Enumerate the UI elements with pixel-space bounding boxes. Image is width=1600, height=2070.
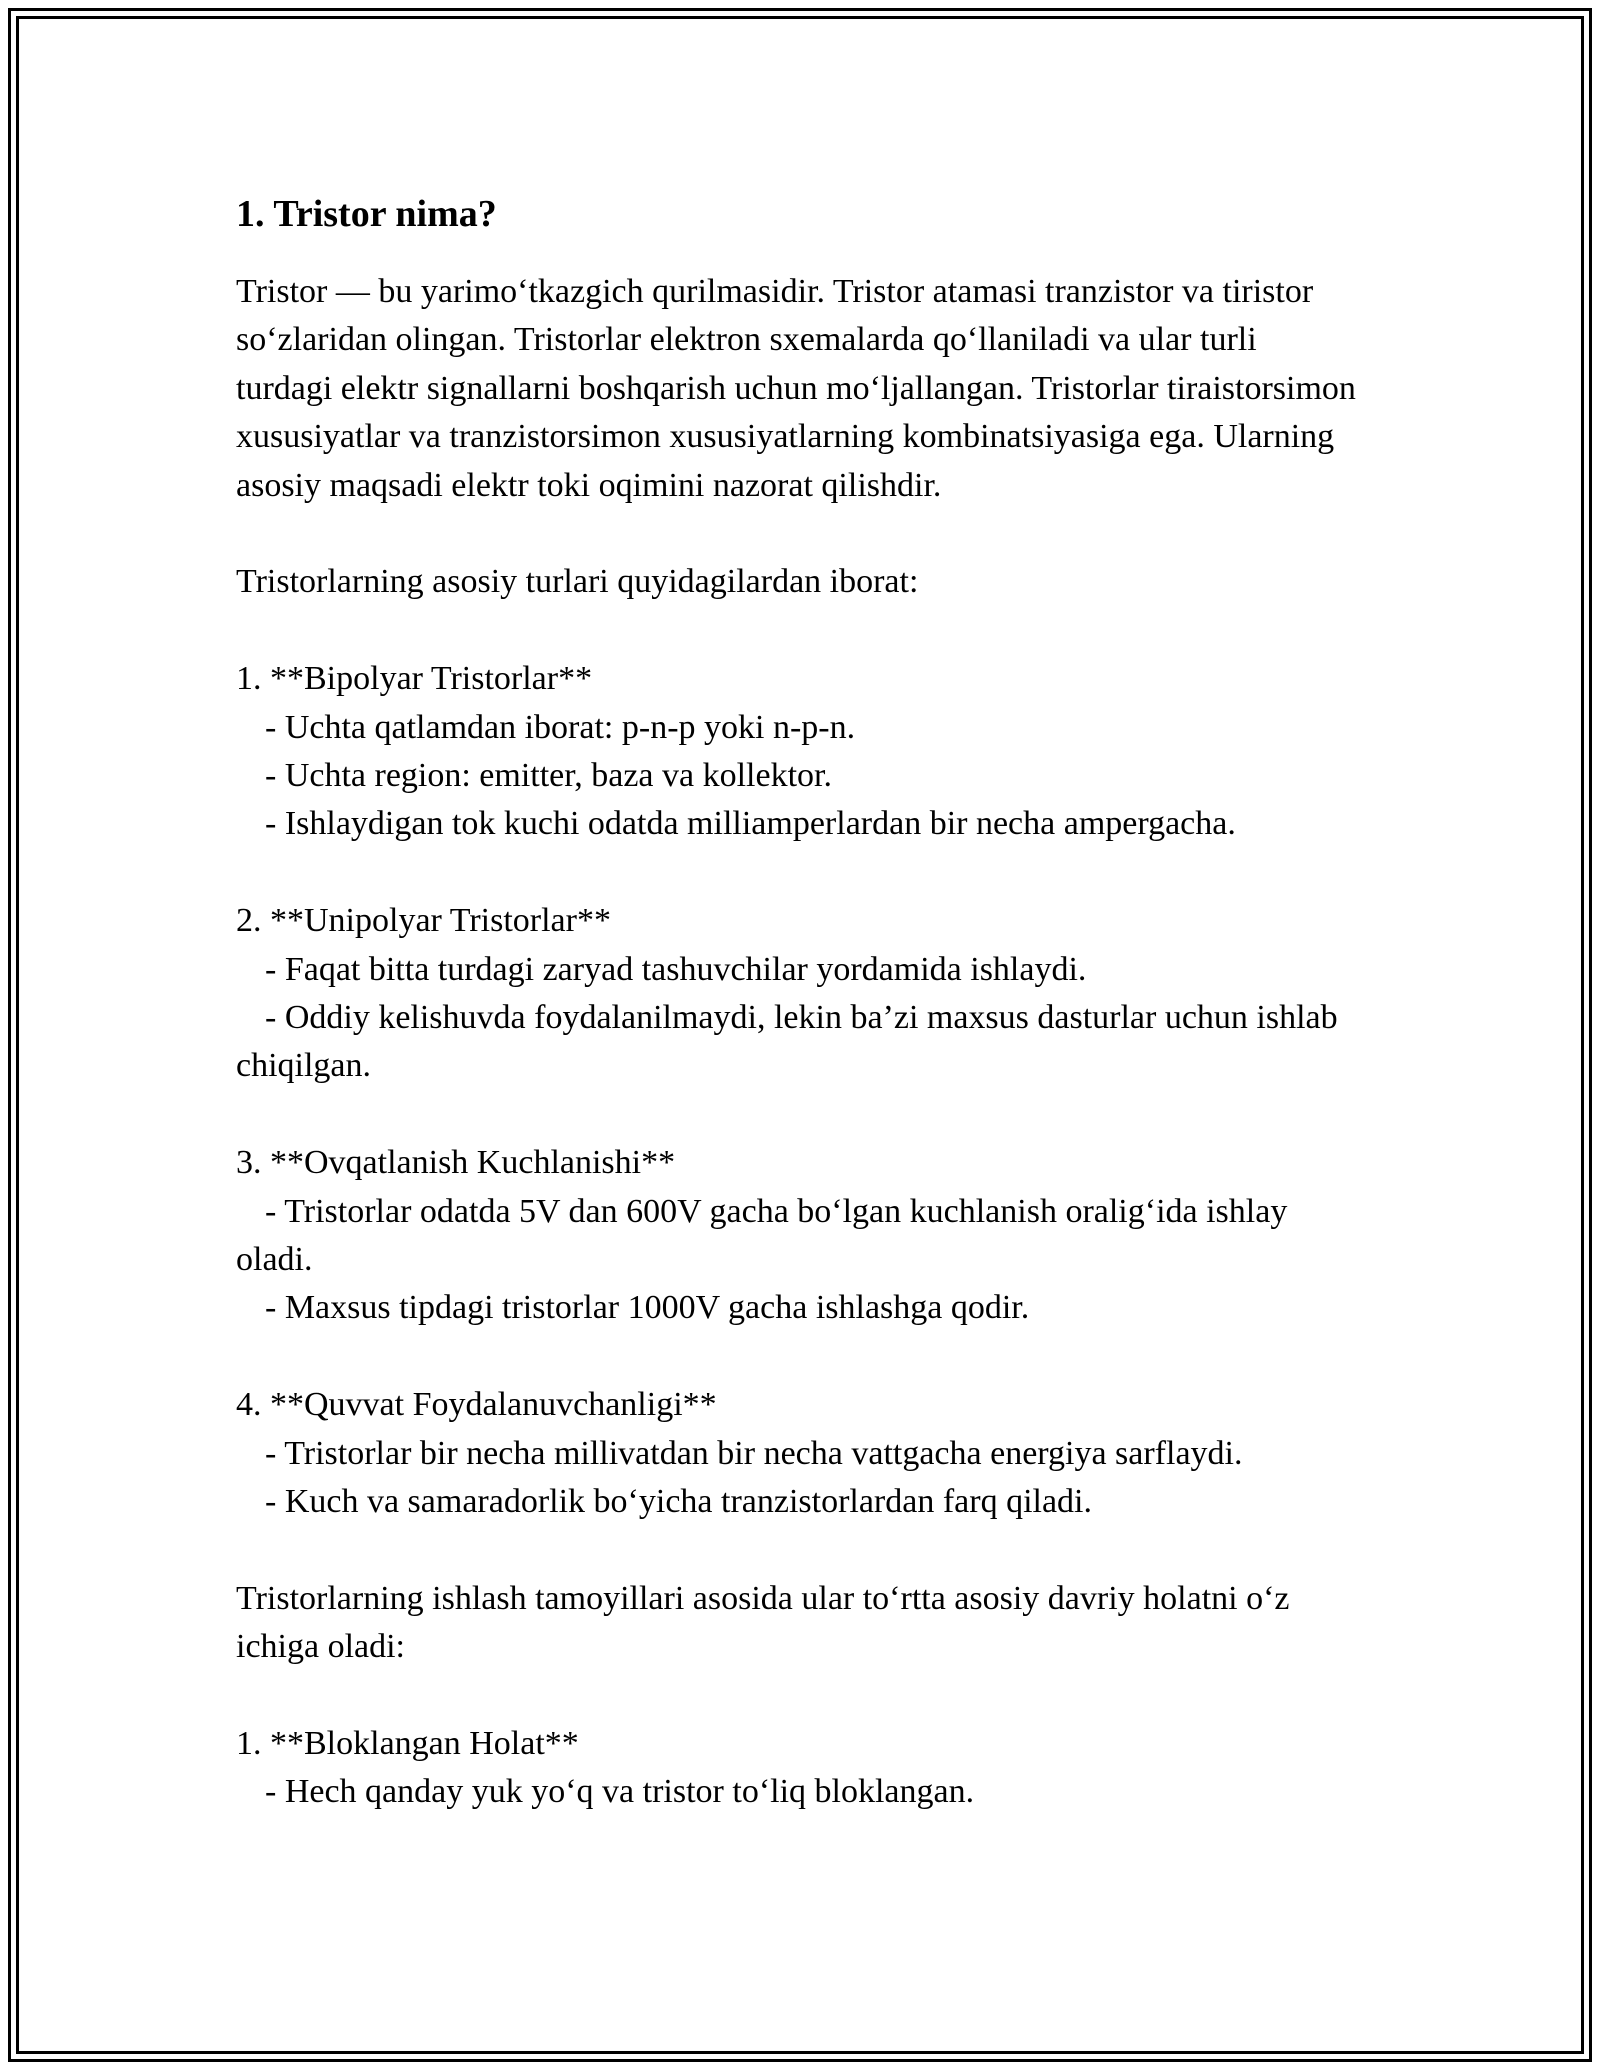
states-heading: Tristorlarning ishlash tamoyillari asosida ular to‘rtta asosiy davriy holatni o‘z ichiga oladi: — [236, 1579, 1290, 1666]
types-heading: Tristorlarning asosiy turlari quyidagilardan iborat: — [236, 563, 919, 601]
document-title: 1. Tristor nima? — [236, 193, 497, 235]
document-body — [236, 268, 1356, 1817]
type-point: - Ishlaydigan tok kuchi odatda milliamperlardan bir necha ampergacha. — [265, 805, 1236, 843]
type-point: - Uchta region: emitter, baza va kollektor. — [265, 757, 832, 795]
state-label: 1. **Bloklangan Holat** — [236, 1725, 579, 1763]
type-point: - Oddiy kelishuvda foydalanilmaydi, lekin ba’zi maxsus dasturlar uchun ishlab chiqilgan. — [236, 999, 1338, 1085]
type-label: 3. **Ovqatlanish Kuchlanishi** — [236, 1144, 676, 1182]
type-block-2 — [236, 897, 1356, 1091]
type-block-3 — [236, 1139, 1356, 1333]
type-block-4 — [236, 1381, 1356, 1526]
type-point: - Faqat bitta turdagi zaryad tashuvchilar yordamida ishlaydi. — [265, 950, 1087, 988]
document-page — [236, 184, 1356, 1817]
state-block-1 — [236, 1720, 1356, 1817]
type-point: - Kuch va samaradorlik bo‘yicha tranzistorlardan farq qiladi. — [265, 1483, 1093, 1521]
state-point: - Hech qanday yuk yo‘q va tristor to‘liq bloklangan. — [265, 1773, 975, 1811]
type-point: - Maxsus tipdagi tristorlar 1000V gacha ishlashga qodir. — [265, 1289, 1030, 1327]
type-label: 1. **Bipolyar Tristorlar** — [236, 660, 593, 698]
type-point: - Tristorlar odatda 5V dan 600V gacha bo‘lgan kuchlanish oralig‘ida ishlay oladi. — [236, 1192, 1288, 1279]
type-label: 4. **Quvvat Foydalanuvchanligi** — [236, 1386, 717, 1424]
type-block-1 — [236, 655, 1356, 849]
intro-paragraph: Tristor — bu yarimo‘tkazgich qurilmasidir. Tristor atamasi tranzistor va tiristor so‘zlaridan olingan. Tristorlar elektron sxemalarda qo‘llaniladi va ular turli turdagi elektr signallarni boshqarish uchun mo‘ljallangan. Tristorlar tiraistorsimon xususiyatlar va tranzistorsimon xususiyatlarning kombinatsiyasiga ega. Ularning asosiy maqsadi elektr toki oqimini nazorat qilishdir. — [236, 273, 1356, 504]
type-label: 2. **Unipolyar Tristorlar** — [236, 902, 611, 940]
type-point: - Uchta qatlamdan iborat: p-n-p yoki n-p-n. — [265, 708, 856, 746]
type-point: - Tristorlar bir necha millivatdan bir necha vattgacha energiya sarflaydi. — [265, 1434, 1243, 1472]
